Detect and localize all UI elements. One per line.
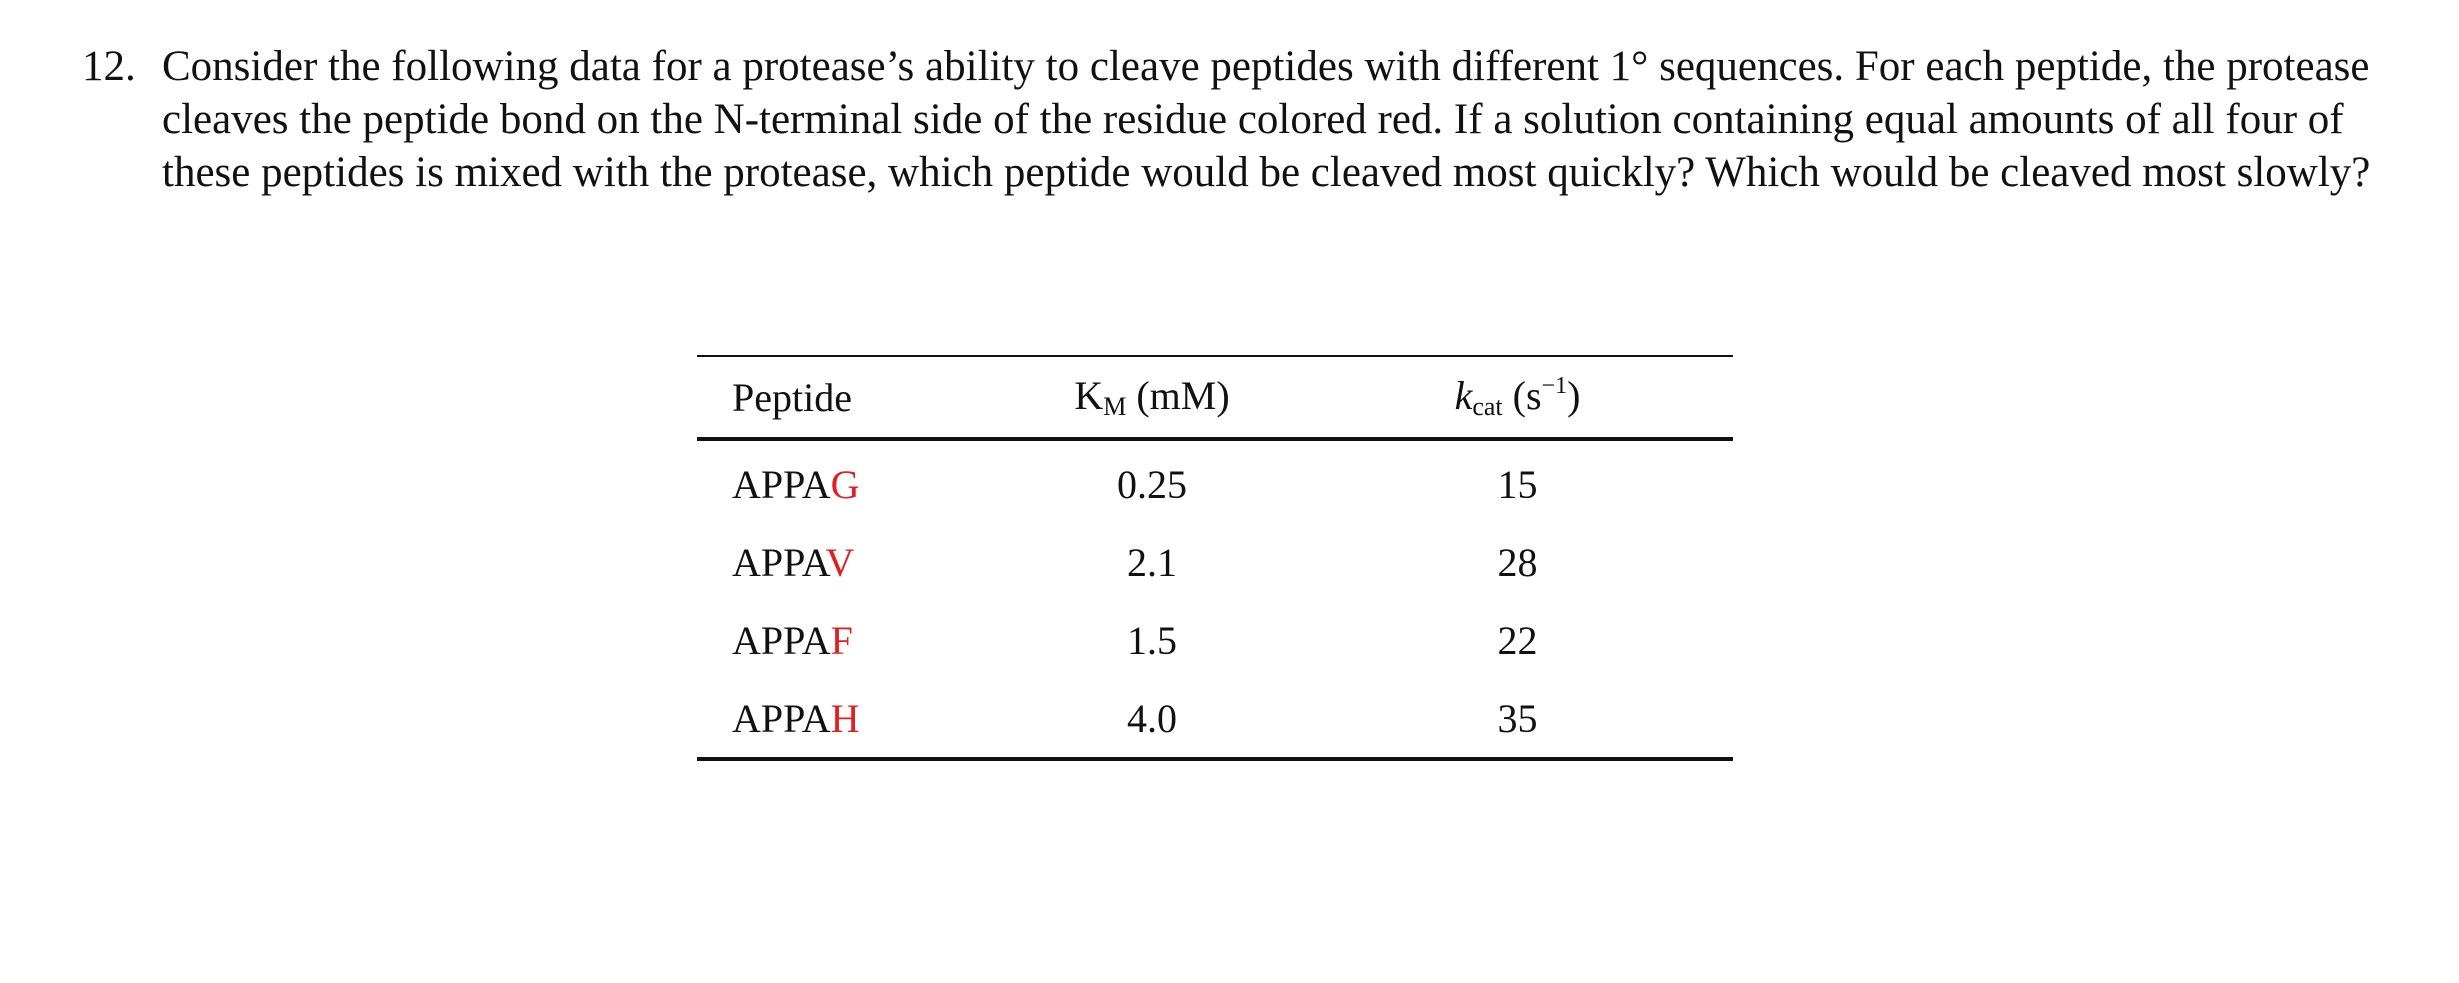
header-kcat: [1302, 356, 1733, 439]
header-kcat-superscript: −1: [1541, 373, 1568, 399]
peptide-prefix: APPA: [732, 695, 831, 741]
kcat-cell: 22: [1497, 617, 1538, 663]
question-text: Consider the following data for a protease’s ability to cleave peptides with different 1° sequences. For each peptide, the protease cleaves the peptide bond on the N-terminal side of the residue colored red. If a solution containing equal amounts of all four of these peptides is mixed with the protease, which peptide would be cleaved most quickly? Which would be cleaved most slowly?: [162, 43, 2371, 196]
table-row: [697, 523, 1733, 601]
peptide-cell: [697, 679, 1002, 759]
kcat-cell: 35: [1497, 695, 1538, 741]
kcat-cell: 15: [1497, 461, 1538, 507]
question-block: [82, 40, 2372, 199]
header-km: [1002, 356, 1302, 439]
header-kcat-subscript: cat: [1472, 392, 1503, 421]
km-cell: 0.25: [1117, 461, 1187, 507]
question-number: 12.: [82, 43, 136, 90]
peptide-prefix: APPA: [732, 461, 831, 507]
peptide-cell: [697, 601, 1002, 679]
header-kcat-unit-open: (s: [1502, 373, 1542, 418]
peptide-cell: [697, 439, 1002, 523]
header-peptide: Peptide: [732, 374, 852, 420]
kinetics-table: [697, 355, 1733, 761]
cleavage-residue: V: [825, 539, 855, 585]
header-km-unit: (mM): [1126, 373, 1230, 418]
km-cell: 2.1: [1127, 539, 1177, 585]
header-km-symbol: K: [1074, 373, 1104, 418]
cleavage-residue: G: [830, 461, 860, 507]
kcat-cell: 28: [1497, 539, 1538, 585]
peptide-prefix: APPA: [732, 539, 826, 585]
header-kcat-symbol: k: [1454, 373, 1473, 418]
table-row: [697, 439, 1733, 523]
peptide-cell: [697, 523, 1002, 601]
cleavage-residue: H: [830, 695, 860, 741]
cleavage-residue: F: [830, 617, 853, 663]
table-row: [697, 679, 1733, 759]
peptide-prefix: APPA: [732, 617, 831, 663]
header-km-subscript: M: [1103, 392, 1127, 421]
header-kcat-unit-close: ): [1567, 373, 1581, 418]
table-row: [697, 601, 1733, 679]
table-header-row: [697, 356, 1733, 439]
km-cell: 4.0: [1127, 695, 1177, 741]
km-cell: 1.5: [1127, 617, 1177, 663]
